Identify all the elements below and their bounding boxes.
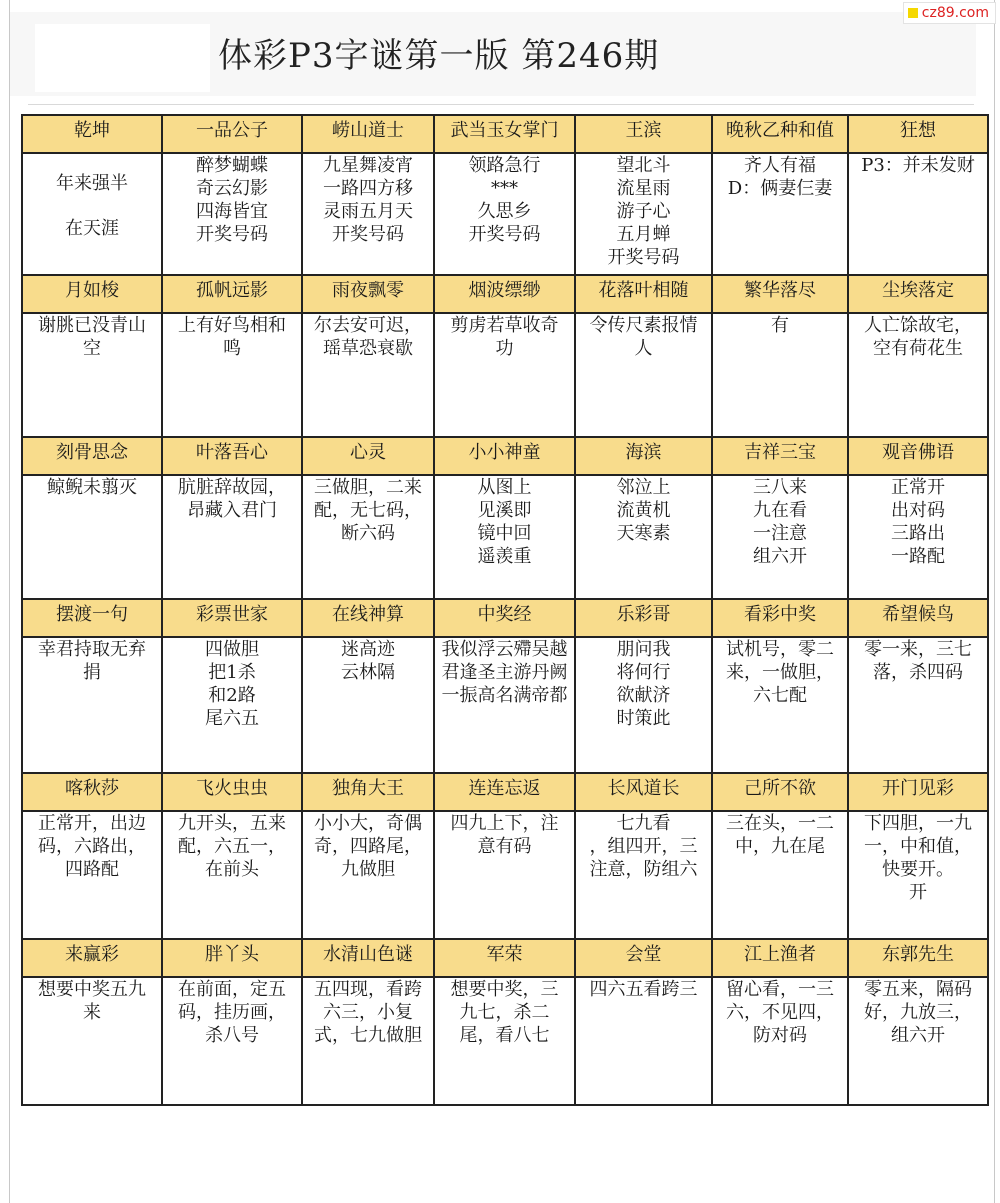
puzzle-line: 天寒素 (616, 523, 671, 544)
author-name-cell: 开门见彩 (848, 773, 988, 811)
puzzle-line: 从图上 (477, 477, 532, 498)
author-name-cell: 尘埃落定 (848, 275, 988, 313)
puzzle-line: 令传尺素报情 (589, 315, 698, 336)
puzzle-content-cell (712, 313, 848, 437)
puzzle-line: 一振高名满帝都 (441, 685, 568, 706)
puzzle-line: 一注意 (753, 523, 807, 544)
content-row (22, 811, 988, 939)
puzzle-line: 尾，看八七 (459, 1025, 550, 1046)
puzzle-line: 开奖号码 (607, 247, 680, 268)
puzzle-content-cell (162, 811, 302, 939)
author-name-cell: 来赢彩 (22, 939, 162, 977)
puzzle-line: 流星雨 (616, 178, 671, 199)
puzzle-content-cell (434, 153, 575, 275)
puzzle-line: 人亡馀故宅， (864, 315, 972, 336)
puzzle-content-cell (22, 811, 162, 939)
puzzle-content-cell (575, 475, 712, 599)
puzzle-content-cell (162, 977, 302, 1105)
puzzle-content-cell (575, 977, 712, 1105)
puzzle-line: 空有荷花生 (873, 338, 963, 359)
author-name-cell: 看彩中奖 (712, 599, 848, 637)
puzzle-content-cell (22, 977, 162, 1105)
puzzle-line: 六七配 (753, 685, 807, 706)
author-name-cell: 江上渔者 (712, 939, 848, 977)
puzzle-content-cell (22, 313, 162, 437)
puzzle-line: 四做胆 (205, 639, 259, 660)
puzzle-content-cell (712, 475, 848, 599)
puzzle-line: 九星舞凌宵 (323, 155, 413, 176)
puzzle-content-cell (22, 475, 162, 599)
puzzle-line: 人 (634, 338, 653, 359)
puzzle-line: 防对码 (753, 1025, 807, 1046)
puzzle-line: 试机号，零二 (726, 639, 834, 660)
puzzle-line: 四路配 (65, 859, 119, 880)
puzzle-line: 六，不见四， (726, 1002, 834, 1023)
puzzle-line: 遥羡重 (477, 546, 532, 567)
puzzle-line: 奇，四路尾， (314, 836, 422, 857)
puzzle-line: 瑶草恐衰歇 (323, 338, 413, 359)
author-name-cell: 刻骨思念 (22, 437, 162, 475)
left-border-line (9, 0, 10, 1203)
author-name-cell: 小小神童 (434, 437, 575, 475)
puzzle-line: 三在头，一二 (726, 813, 834, 834)
puzzle-line: 尔去安可迟， (314, 315, 422, 336)
puzzle-line: 来 (83, 1002, 101, 1023)
puzzle-line: 三做胆，二来 (314, 477, 422, 498)
puzzle-line: 正常开 (891, 477, 945, 498)
puzzle-line: 望北斗 (616, 155, 671, 176)
puzzle-line: 四九上下，注 (450, 813, 559, 834)
author-name-cell: 彩票世家 (162, 599, 302, 637)
content-row (22, 977, 988, 1105)
name-row (22, 115, 988, 153)
puzzle-line: 一路配 (891, 546, 945, 567)
puzzle-line: 和2路 (208, 685, 256, 706)
puzzle-line: 码，挂历画， (178, 1002, 286, 1023)
puzzle-line: 三八来 (753, 477, 807, 498)
author-name-cell: 海滨 (575, 437, 712, 475)
watermark-text: cz89.com (921, 5, 989, 21)
puzzle-line: 想要中奖五九 (38, 979, 146, 1000)
author-name-cell: 月如梭 (22, 275, 162, 313)
puzzle-content-cell (848, 977, 988, 1105)
author-name-cell: 乐彩哥 (575, 599, 712, 637)
name-row (22, 939, 988, 977)
author-name-cell: 孤帆远影 (162, 275, 302, 313)
puzzle-line: 领路急行 (468, 155, 541, 176)
author-name-cell: 军荣 (434, 939, 575, 977)
puzzle-line: 组六开 (753, 546, 807, 567)
author-name-cell: 繁华落尽 (712, 275, 848, 313)
author-name-cell: 乾坤 (22, 115, 162, 153)
puzzle-content-cell (712, 977, 848, 1105)
puzzle-content-cell (302, 637, 434, 773)
puzzle-content-cell (162, 637, 302, 773)
content-row (22, 475, 988, 599)
puzzle-line: 邻泣上 (616, 477, 671, 498)
puzzle-line: 开 (909, 882, 927, 903)
puzzle-line: 五月蝉 (616, 224, 671, 245)
puzzle-line: 配，六五一， (178, 836, 286, 857)
puzzle-line: 组六开 (891, 1025, 945, 1046)
puzzle-line: 意有码 (477, 836, 532, 857)
author-name-cell: 崂山道士 (302, 115, 434, 153)
puzzle-line: 一路四方移 (323, 178, 413, 199)
puzzle-line: D：俩妻仨妻 (727, 178, 833, 199)
puzzle-line: 醉梦蝴蝶 (196, 155, 268, 176)
puzzle-line: 正常开，出边 (38, 813, 146, 834)
puzzle-line: 快要开。 (882, 859, 954, 880)
puzzle-line: 君逢圣主游丹阙 (441, 662, 568, 683)
author-name-cell: 雨夜飘零 (302, 275, 434, 313)
author-name-cell: 水清山色谜 (302, 939, 434, 977)
author-name-cell: 飞火虫虫 (162, 773, 302, 811)
puzzle-line: 游子心 (616, 201, 671, 222)
puzzle-line: 齐人有福 (744, 155, 816, 176)
author-name-cell: 中奖经 (434, 599, 575, 637)
content-row (22, 313, 988, 437)
puzzle-line: 把1杀 (208, 662, 256, 683)
puzzle-grid (21, 114, 989, 1106)
puzzle-content-cell (848, 313, 988, 437)
author-name-cell: 花落叶相随 (575, 275, 712, 313)
puzzle-line: 码，六路出， (38, 836, 146, 857)
puzzle-line: 久思乡 (477, 201, 532, 222)
author-name-cell: 在线神算 (302, 599, 434, 637)
puzzle-line: 九七，杀二 (459, 1002, 550, 1023)
author-name-cell: 胖丫头 (162, 939, 302, 977)
puzzle-line: 镜中回 (477, 523, 532, 544)
puzzle-line: 空 (83, 338, 101, 359)
puzzle-line: 五四现，看跨 (314, 979, 422, 1000)
puzzle-line: 小小大，奇偶 (314, 813, 422, 834)
puzzle-line: 七九看 (616, 813, 671, 834)
author-name-cell: 连连忘返 (434, 773, 575, 811)
puzzle-content-cell (434, 475, 575, 599)
author-name-cell: 狂想 (848, 115, 988, 153)
author-name-cell: 希望候鸟 (848, 599, 988, 637)
puzzle-content-cell (162, 475, 302, 599)
puzzle-line: 九做胆 (341, 859, 395, 880)
puzzle-line: 注意，防组六 (589, 859, 698, 880)
author-name-cell: 一品公子 (162, 115, 302, 153)
author-name-cell: 观音佛语 (848, 437, 988, 475)
puzzle-line: 鲸鲵未翦灭 (47, 477, 137, 498)
puzzle-line: 鸣 (223, 338, 241, 359)
author-name-cell: 摆渡一句 (22, 599, 162, 637)
puzzle-line: 昂藏入君门 (187, 500, 277, 521)
name-row (22, 773, 988, 811)
author-name-cell: 长风道长 (575, 773, 712, 811)
name-row (22, 599, 988, 637)
author-name-cell: 烟波缥缈 (434, 275, 575, 313)
author-name-cell: 吉祥三宝 (712, 437, 848, 475)
author-name-cell: 王滨 (575, 115, 712, 153)
puzzle-line: ，组四开，三 (589, 836, 698, 857)
puzzle-line: 好，九放三， (864, 1002, 972, 1023)
puzzle-line: 幸君持取无弃 (38, 639, 146, 660)
puzzle-content-cell (712, 811, 848, 939)
content-row (22, 153, 988, 275)
puzzle-content-cell (848, 811, 988, 939)
puzzle-line: 上有好鸟相和 (178, 315, 286, 336)
author-name-cell: 晚秋乙种和值 (712, 115, 848, 153)
puzzle-line: 来，一做胆， (726, 662, 834, 683)
author-name-cell: 东郭先生 (848, 939, 988, 977)
puzzle-content-cell (575, 153, 712, 275)
puzzle-line: 四六五看跨三 (589, 979, 698, 1000)
puzzle-content-cell (302, 153, 434, 275)
puzzle-line: 奇云幻影 (196, 178, 268, 199)
puzzle-content-cell (162, 313, 302, 437)
puzzle-line: 出对码 (891, 500, 945, 521)
puzzle-line: 功 (495, 338, 514, 359)
puzzle-content-cell (848, 637, 988, 773)
puzzle-content-cell (712, 153, 848, 275)
header-divider (28, 104, 974, 105)
puzzle-line: 断六码 (341, 523, 395, 544)
puzzle-line: 欲献济 (616, 685, 671, 706)
author-name-cell: 心灵 (302, 437, 434, 475)
puzzle-line: 落，杀四码 (873, 662, 963, 683)
puzzle-content-cell (848, 153, 988, 275)
puzzle-line: 谢朓已没青山 (38, 315, 146, 336)
watermark (903, 2, 996, 24)
puzzle-line: 开奖号码 (468, 224, 541, 245)
puzzle-line: 九在看 (753, 500, 807, 521)
puzzle-content-cell (848, 475, 988, 599)
puzzle-line: 在前面，定五 (178, 979, 286, 1000)
puzzle-line: 有 (771, 315, 789, 336)
puzzle-line: 六三，小复 (323, 1002, 413, 1023)
author-name-cell: 独角大王 (302, 773, 434, 811)
puzzle-line: 捐 (83, 662, 101, 683)
puzzle-line: 年来强半 (56, 173, 128, 194)
puzzle-line: 九开头，五来 (178, 813, 286, 834)
puzzle-content-cell (162, 153, 302, 275)
puzzle-line: 开奖号码 (332, 224, 404, 245)
puzzle-line: 朋问我 (616, 639, 671, 660)
header-blank-area (35, 24, 210, 92)
puzzle-line: 一，中和值， (864, 836, 972, 857)
puzzle-line: 零五来，隔码 (864, 979, 972, 1000)
puzzle-line: *** (491, 178, 518, 199)
puzzle-content-cell (22, 637, 162, 773)
puzzle-line: 见溪即 (477, 500, 532, 521)
puzzle-line: 我似浮云殢吴越 (441, 639, 568, 660)
puzzle-line: 迷高迹 (341, 639, 395, 660)
puzzle-line: 下四胆，一九 (864, 813, 972, 834)
puzzle-line: 开奖号码 (196, 224, 268, 245)
puzzle-line: 中，九在尾 (735, 836, 825, 857)
puzzle-line: 时策此 (616, 708, 671, 729)
puzzle-content-cell (302, 313, 434, 437)
puzzle-content-cell (434, 313, 575, 437)
puzzle-line: 三路出 (891, 523, 945, 544)
puzzle-line: 剪虏若草收奇 (450, 315, 559, 336)
puzzle-line: 式，七九做胆 (314, 1025, 422, 1046)
puzzle-line: 肮脏辞故园， (178, 477, 286, 498)
puzzle-line: 想要中奖，三 (450, 979, 559, 1000)
puzzle-content-cell (302, 977, 434, 1105)
author-name-cell: 武当玉女掌门 (434, 115, 575, 153)
puzzle-line: 杀八号 (205, 1025, 259, 1046)
puzzle-content-cell (434, 811, 575, 939)
author-name-cell: 叶落吾心 (162, 437, 302, 475)
name-row (22, 437, 988, 475)
right-border-line (994, 0, 995, 1203)
puzzle-content-cell (575, 811, 712, 939)
puzzle-content-cell (712, 637, 848, 773)
puzzle-line: 尾六五 (205, 708, 259, 729)
puzzle-line: 留心看，一三 (726, 979, 834, 1000)
puzzle-content-cell (22, 153, 162, 275)
puzzle-line: 灵雨五月天 (323, 201, 413, 222)
puzzle-line: 四海皆宜 (196, 201, 268, 222)
puzzle-line: 将何行 (616, 662, 671, 683)
puzzle-line: 在天涯 (65, 218, 119, 239)
watermark-logo-icon (908, 8, 918, 18)
author-name-cell: 喀秋莎 (22, 773, 162, 811)
puzzle-content-cell (575, 313, 712, 437)
puzzle-line: 配，无七码， (314, 500, 422, 521)
puzzle-line: 云林隔 (341, 662, 395, 683)
puzzle-line: 流黄机 (616, 500, 671, 521)
page-title: 体彩P3字谜第一版 第246期 (218, 36, 660, 76)
puzzle-line: 零一来，三七 (864, 639, 972, 660)
name-row (22, 275, 988, 313)
puzzle-content-cell (434, 977, 575, 1105)
puzzle-content-cell (434, 637, 575, 773)
content-row (22, 637, 988, 773)
puzzle-content-cell (302, 475, 434, 599)
puzzle-line: 在前头 (205, 859, 259, 880)
author-name-cell: 己所不欲 (712, 773, 848, 811)
puzzle-content-cell (302, 811, 434, 939)
author-name-cell: 会堂 (575, 939, 712, 977)
puzzle-line: P3：并未发财 (861, 155, 975, 176)
puzzle-content-cell (575, 637, 712, 773)
